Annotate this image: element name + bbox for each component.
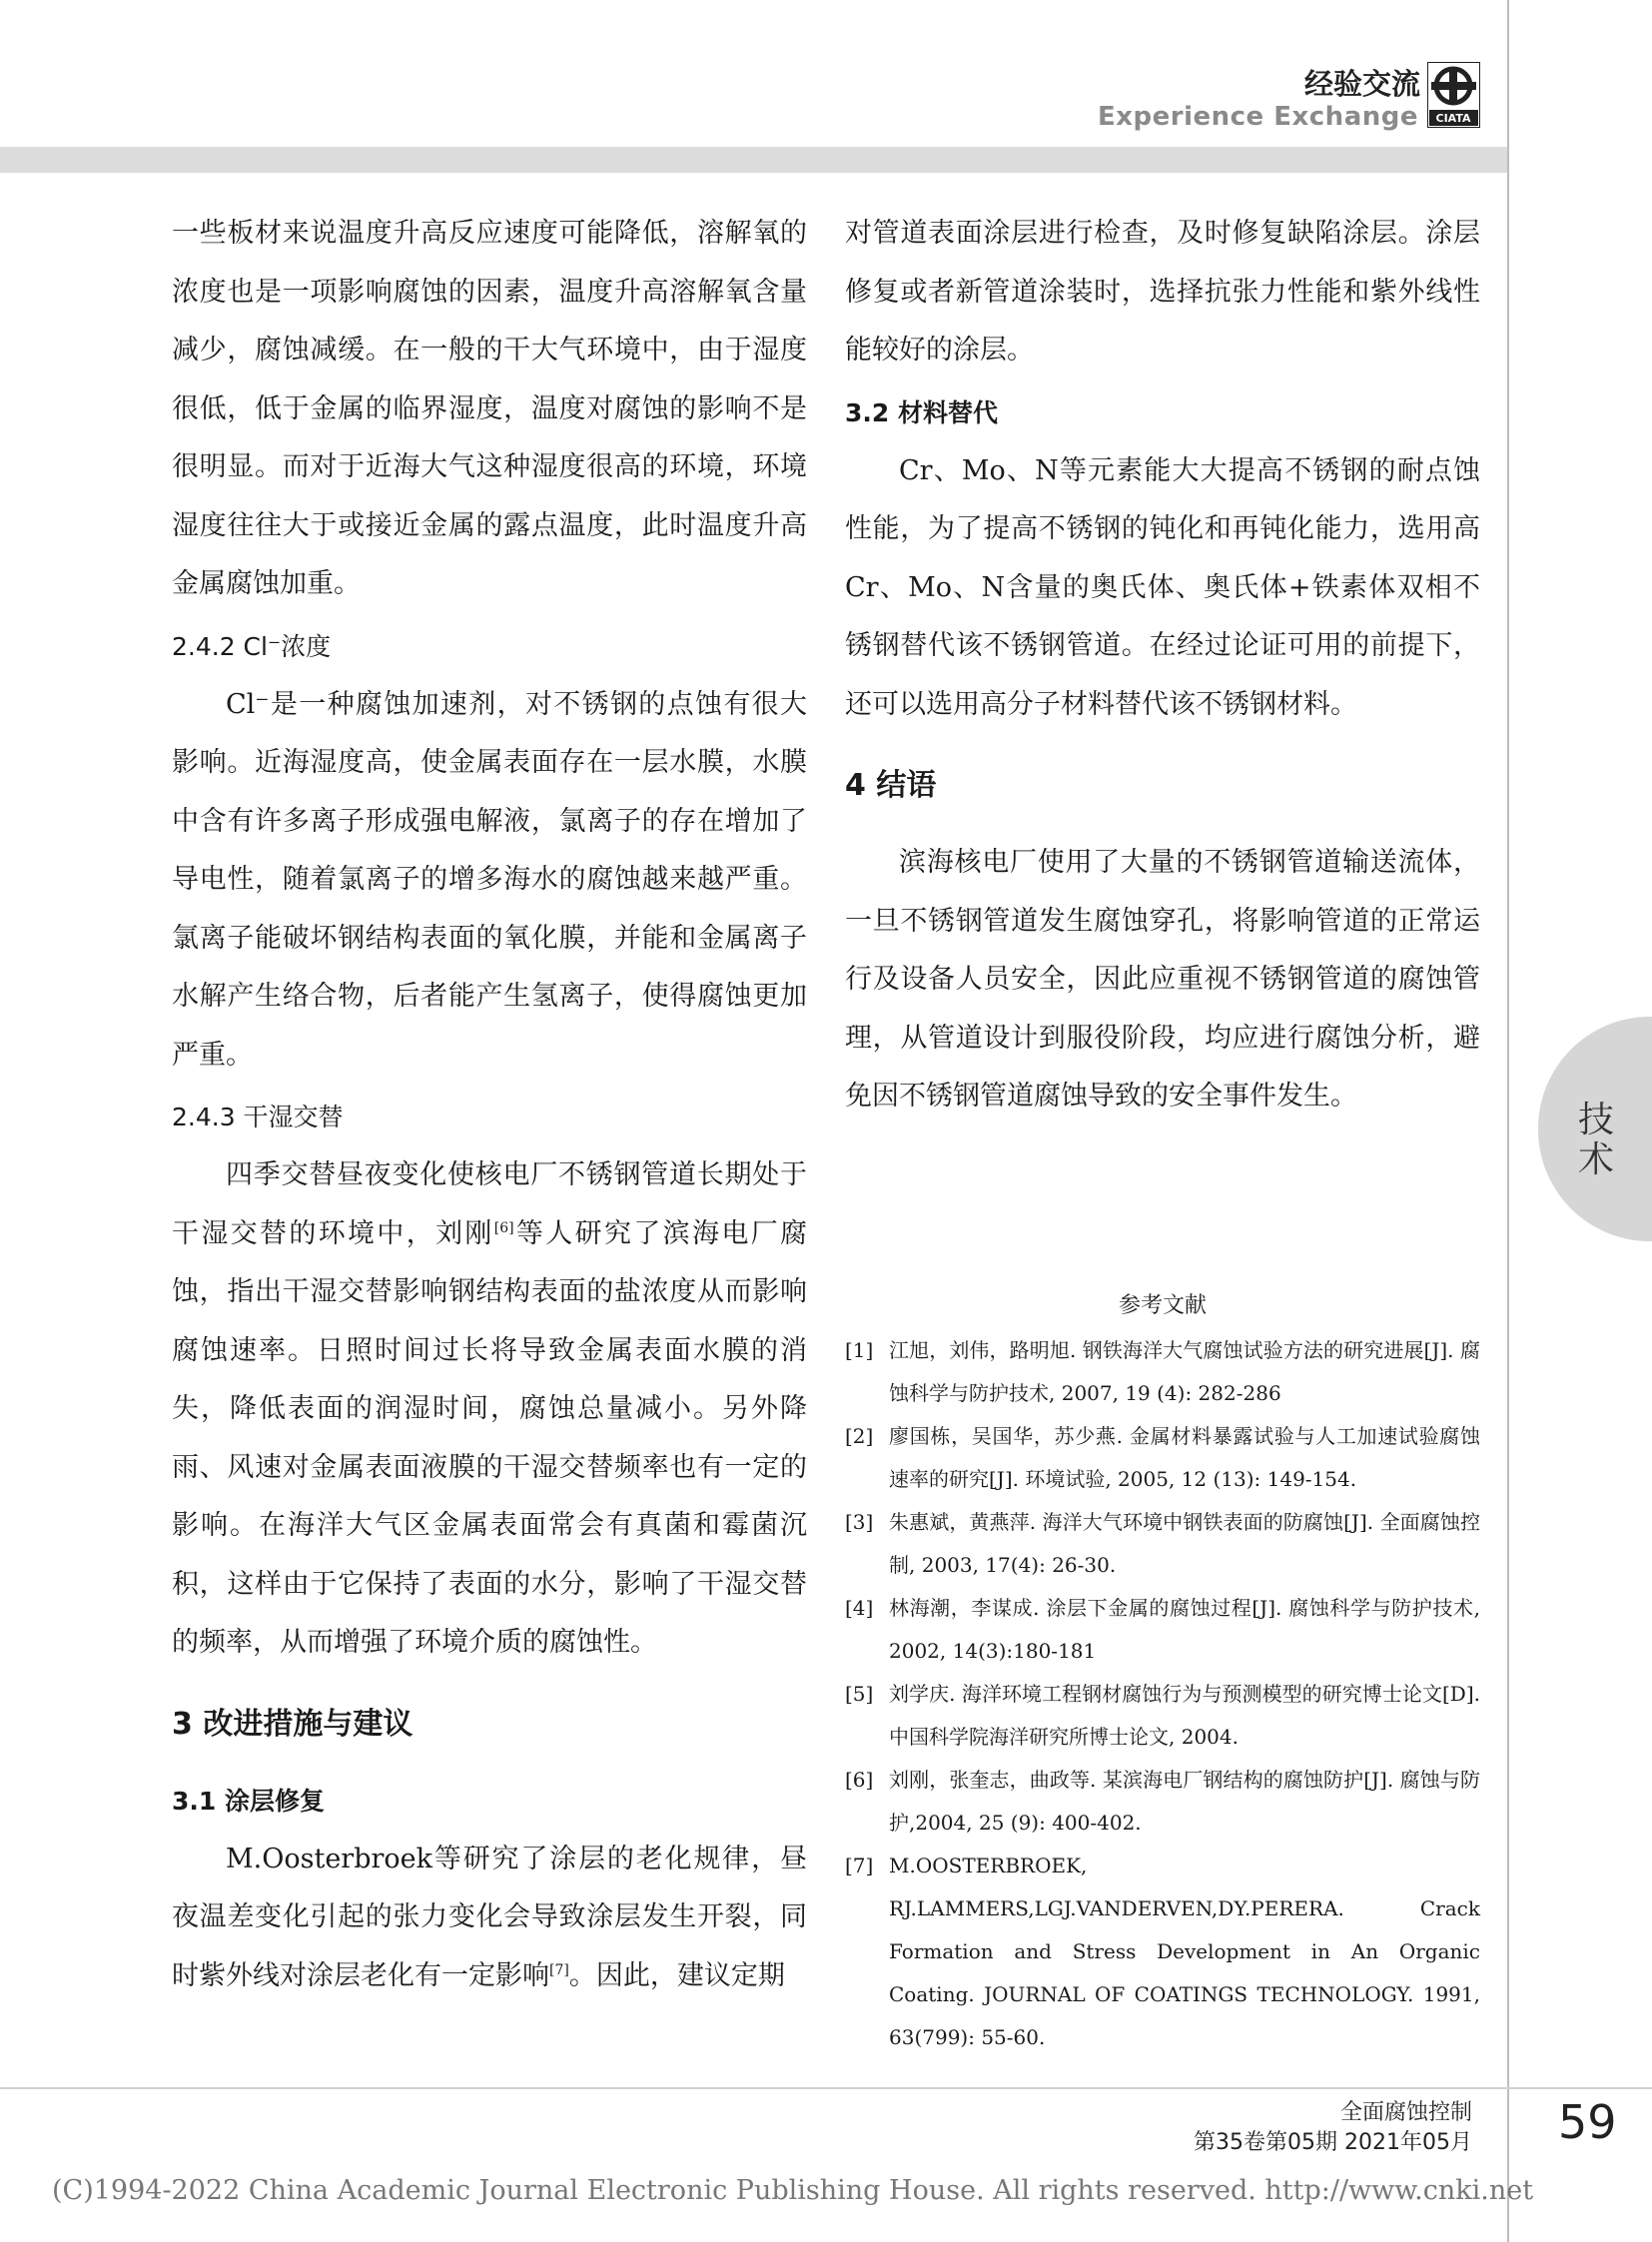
paragraph: Cl⁻是一种腐蚀加速剂，对不锈钢的点蚀有很大影响。近海湿度高，使金属表面存在一层水膜，水膜中含有许多离子形成强电解液，氯离子的存在增加了导电性，随着氯离子的增多海水的腐蚀越来越严重。氯离子能破坏钢结构表面的氧化膜，并能和金属离子水解产生络合物，后者能产生氢离子，使得腐蚀更加严重。: [172, 688, 807, 1071]
category-char-2: 术: [1578, 1139, 1615, 1180]
left-column: [172, 205, 807, 2005]
paragraph: M.Oosterbroek等研究了涂层的老化规律，昼夜温差变化引起的张力变化会导致涂层发生开裂，同时紫外线对涂层老化有一定影响[7]。因此，建议定期: [172, 1843, 807, 1991]
logo-text: CIATA: [1435, 112, 1471, 125]
paragraph: 滨海核电厂使用了大量的不锈钢管道输送流体，一旦不锈钢管道发生腐蚀穿孔，将影响管道的正常运行及设备人员安全，因此应重视不锈钢管道的腐蚀管理，从管道设计到服役阶段，均应进行腐蚀分析，避免因不锈钢管道腐蚀导致的安全事件发生。: [845, 847, 1480, 1112]
category-char-1: 技: [1578, 1100, 1615, 1140]
reference-item: [5] 刘学庆. 海洋环境工程钢材腐蚀行为与预测模型的研究博士论文[D]. 中国科学院海洋研究所博士论文, 2004.: [845, 1682, 1480, 1749]
reference-item: [2] 廖国栋，吴国华，苏少燕. 金属材料暴露试验与人工加速试验腐蚀速率的研究[J]. 环境试验, 2005, 12 (13): 149-154.: [845, 1424, 1480, 1491]
copyright-notice: (C)1994-2022 China Academic Journal Electronic Publishing House. All rights reserved. http://www.cnki.net: [52, 2175, 1534, 2206]
reference-item: [7] M.OOSTERBROEK, RJ.LAMMERS,LGJ.VANDERVEN,DY.PERERA. Crack Formation and Stress Development in An Organic Coating. JOURNAL OF COATINGS TECHNOLOGY. 1991, 63(799): 55-60.: [845, 1854, 1480, 2049]
heading-3-1: 3.1 涂层修复: [172, 1786, 325, 1816]
category-tab: [1538, 1017, 1652, 1241]
heading-2-4-3: 2.4.3 干湿交替: [172, 1103, 344, 1131]
paragraph: 一些板材来说温度升高反应速度可能降低，溶解氧的浓度也是一项影响腐蚀的因素，温度升高溶解氧含量减少，腐蚀减缓。在一般的干大气环境中，由于湿度很低，低于金属的临界湿度，温度对腐蚀的影响不是很明显。而对于近海大气这种湿度很高的环境，环境湿度往往大于或接近金属的露点温度，此时温度升高金属腐蚀加重。: [172, 218, 807, 599]
paragraph: 对管道表面涂层进行检查，及时修复缺陷涂层。涂层修复或者新管道涂装时，选择抗张力性能和紫外线性能较好的涂层。: [845, 218, 1480, 366]
references: [845, 1288, 1480, 2059]
ciata-logo-icon: [1427, 62, 1480, 128]
heading-3-2: 3.2 材料替代: [845, 397, 998, 427]
header-band: [0, 147, 1507, 173]
right-column: [845, 205, 1480, 1126]
heading-4: 4 结语: [845, 768, 937, 803]
journal-name: 全面腐蚀控制: [1339, 2100, 1472, 2125]
issue-info: 第35卷第05期 2021年05月: [1194, 2130, 1472, 2155]
heading-2-4-2: 2.4.2 Cl⁻浓度: [172, 631, 332, 661]
page-number: 59: [1558, 2095, 1617, 2149]
paragraph: 四季交替昼夜变化使核电厂不锈钢管道长期处于干湿交替的环境中，刘刚[6]等人研究了滨海电厂腐蚀，指出干湿交替影响钢结构表面的盐浓度从而影响腐蚀速率。日照时间过长将导致金属表面水膜的消失，降低表面的润湿时间，腐蚀总量减小。另外降雨、风速对金属表面液膜的干湿交替频率也有一定的影响。在海洋大气区金属表面常会有真菌和霉菌沉积，这样由于它保持了表面的水分，影响了干湿交替的频率，从而增强了环境介质的腐蚀性。: [172, 1159, 808, 1658]
footer-rule: [0, 2087, 1652, 2089]
heading-3: 3 改进措施与建议: [172, 1706, 413, 1742]
reference-item: [6] 刘刚，张奎志，曲政等. 某滨海电厂钢结构的腐蚀防护[J]. 腐蚀与防护,2004, 25 (9): 400-402.: [845, 1768, 1480, 1835]
references-title: 参考文献: [1118, 1293, 1207, 1318]
margin-rule: [1507, 0, 1509, 2242]
reference-item: [1] 江旭，刘伟，路明旭. 钢铁海洋大气腐蚀试验方法的研究进展[J]. 腐蚀科学与防护技术, 2007, 19 (4): 282-286: [845, 1338, 1480, 1405]
section-subtitle: Experience Exchange: [1097, 102, 1418, 132]
citation: [7]: [549, 1961, 569, 1978]
citation: [6]: [493, 1219, 514, 1236]
paragraph: Cr、Mo、N等元素能大大提高不锈钢的耐点蚀性能，为了提高不锈钢的钝化和再钝化能力，选用高Cr、Mo、N含量的奥氏体、奥氏体+铁素体双相不锈钢替代该不锈钢管道。在经过论证可用的前提下，还可以选用高分子材料替代该不锈钢材料。: [845, 454, 1480, 720]
reference-item: [4] 林海潮，李谋成. 涂层下金属的腐蚀过程[J]. 腐蚀科学与防护技术, 2002, 14(3):180-181: [845, 1596, 1480, 1663]
reference-item: [3] 朱惠斌，黄燕萍. 海洋大气环境中钢铁表面的防腐蚀[J]. 全面腐蚀控制, 2003, 17(4): 26-30.: [845, 1510, 1480, 1577]
section-title: 经验交流: [1303, 67, 1420, 101]
